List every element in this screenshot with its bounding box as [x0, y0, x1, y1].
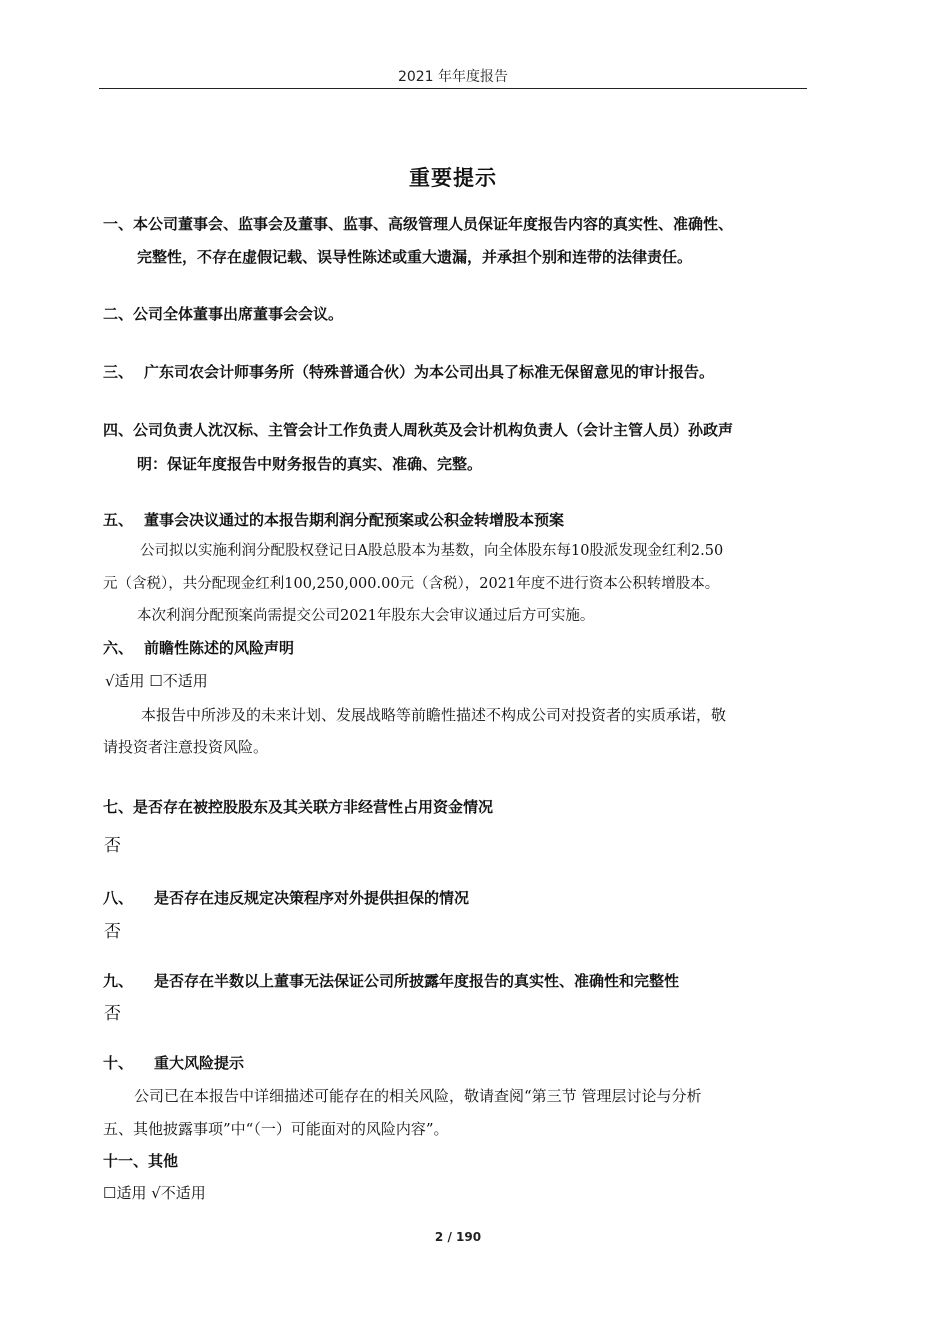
section-6-heading: 前瞻性陈述的风险声明 [144, 639, 295, 657]
section-8-answer: 否 [104, 922, 121, 942]
page-number: 2 / 190 [434, 1230, 482, 1244]
section-7-heading: 七、是否存在被控股股东及其关联方非经营性占用资金情况 [103, 798, 494, 816]
section-1-line-1: 一、本公司董事会、监事会及董事、监事、高级管理人员保证年度报告内容的真实性、准确性、 [103, 215, 734, 233]
section-2-heading: 二、公司全体董事出席董事会会议。 [103, 305, 344, 323]
section-5-paragraph-2: 元（含税），共分配现金红利100,250,000.00元（含税），2021年度不进行资本公积转增股本。 [103, 576, 720, 592]
section-8-heading: 是否存在违反规定决策程序对外提供担保的情况 [154, 889, 470, 907]
section-6-number: 六、 [103, 639, 134, 657]
section-5-heading: 董事会决议通过的本报告期利润分配预案或公积金转增股本预案 [144, 511, 565, 529]
section-6-paragraph-1: 本报告中所涉及的未来计划、发展战略等前瞻性描述不构成公司对投资者的实质承诺，敬 [141, 706, 727, 724]
section-10-paragraph-2: 五、其他披露事项”中“（一）可能面对的风险内容”。 [103, 1120, 449, 1138]
section-7-answer: 否 [104, 836, 121, 856]
section-10-heading: 重大风险提示 [154, 1054, 245, 1072]
section-5-number: 五、 [103, 511, 134, 529]
section-10-number: 十、 [103, 1054, 134, 1072]
section-9-number: 九、 [103, 972, 134, 990]
section-3-number: 三、 [103, 363, 134, 381]
section-5-paragraph-3: 本次利润分配预案尚需提交公司2021年股东大会审议通过后方可实施。 [137, 608, 595, 624]
section-10-paragraph-1: 公司已在本报告中详细描述可能存在的相关风险，敬请查阅“第三节 管理层讨论与分析 [134, 1087, 702, 1105]
section-5-paragraph-1: 公司拟以实施利润分配股权登记日A股总股本为基数，向全体股东每10股派发现金红利2.50 [140, 543, 724, 559]
section-9-heading: 是否存在半数以上董事无法保证公司所披露年度报告的真实性、准确性和完整性 [154, 972, 680, 990]
page-title: 重要提示 [409, 166, 497, 190]
section-9-answer: 否 [104, 1004, 121, 1024]
section-4-line-1: 四、公司负责人沈汉标、主管会计工作负责人周秋英及会计机构负责人（会计主管人员）孙政声 [103, 421, 734, 439]
section-11-applicable-status: ☐适用 √不适用 [103, 1184, 206, 1202]
section-6-paragraph-2: 请投资者注意投资风险。 [103, 738, 269, 756]
section-8-number: 八、 [103, 889, 134, 907]
report-header: 2021 年年度报告 [397, 69, 509, 85]
section-11-heading: 十一、其他 [103, 1152, 179, 1170]
section-6-applicable-status: √适用 ☐不适用 [105, 672, 208, 690]
section-4-line-2: 明：保证年度报告中财务报告的真实、准确、完整。 [137, 455, 483, 473]
section-3-text: 广东司农会计师事务所（特殊普通合伙）为本公司出具了标准无保留意见的审计报告。 [144, 363, 715, 381]
section-1-line-2: 完整性，不存在虚假记载、误导性陈述或重大遗漏，并承担个别和连带的法律责任。 [137, 248, 693, 266]
header-divider [99, 88, 807, 89]
